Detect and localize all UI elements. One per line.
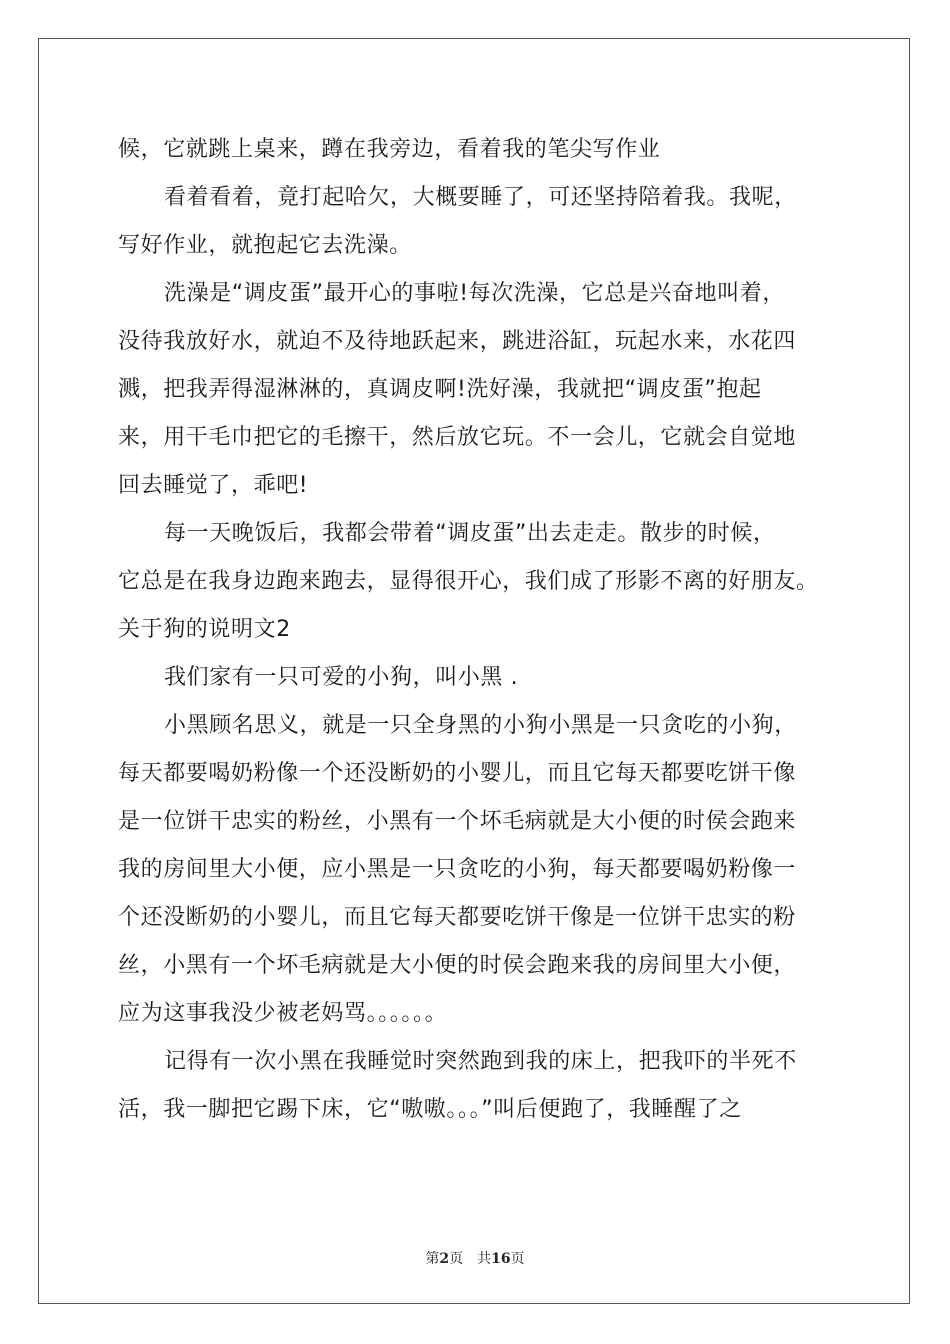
text-line-15: 是一位饼干忠实的粉丝，小黑有一个坏毛病就是大小便的时侯会跑来 xyxy=(118,809,797,834)
text-line-2: 看着看着，竟打起哈欠，大概要睡了，可还坚持陪着我。我呢， xyxy=(164,185,797,210)
text-line-17: 个还没断奶的小婴儿，而且它每天都要吃饼干像是一位饼干忠实的粉 xyxy=(118,905,797,930)
text-line-3: 写好作业，就抱起它去洗澡。 xyxy=(118,233,412,258)
text-line-21: 活，我一脚把它踢下床，它“嗷嗷。。。”叫后便跑了，我睡醒了之 xyxy=(118,1097,742,1122)
page-suffix: 页 xyxy=(449,1251,464,1267)
total-pages: 16 xyxy=(491,1251,511,1267)
text-line-18: 丝，小黑有一个坏毛病就是大小便的时侯会跑来我的房间里大小便， xyxy=(118,953,797,978)
text-line-1: 候，它就跳上桌来，蹲在我旁边，看着我的笔尖写作业 xyxy=(118,137,661,162)
text-line-14: 每天都要喝奶粉像一个还没断奶的小婴儿，而且它每天都要吃饼干像 xyxy=(118,761,797,786)
document-body xyxy=(118,126,838,1134)
page-footer xyxy=(0,1248,950,1268)
text-line-20: 记得有一次小黑在我睡觉时突然跑到我的床上，把我吓的半死不 xyxy=(164,1049,797,1074)
page-prefix: 第 xyxy=(425,1251,440,1267)
text-line-9: 每一天晚饭后，我都会带着“调皮蛋”出去走走。散步的时候， xyxy=(164,521,776,546)
total-suffix: 页 xyxy=(510,1251,525,1267)
text-line-13: 小黑顾名思义，就是一只全身黑的小狗小黑是一只贪吃的小狗， xyxy=(164,713,797,738)
text-line-10: 它总是在我身边跑来跑去，显得很开心，我们成了形影不离的好朋友。 xyxy=(118,569,819,594)
text-line-16: 我的房间里大小便，应小黑是一只贪吃的小狗，每天都要喝奶粉像一 xyxy=(118,857,797,882)
section-heading: 关于狗的说明文2 xyxy=(118,617,291,642)
text-line-19: 应为这事我没少被老妈骂。。。。。。 xyxy=(118,1001,448,1026)
total-prefix: 共 xyxy=(477,1251,492,1267)
text-line-6: 溅，把我弄得湿淋淋的，真调皮啊!洗好澡，我就把“调皮蛋”抱起 xyxy=(118,377,762,402)
text-line-7: 来，用干毛巾把它的毛擦干，然后放它玩。不一会儿，它就会自觉地 xyxy=(118,425,797,450)
text-line-4: 洗澡是“调皮蛋”最开心的事啦!每次洗澡，它总是兴奋地叫着， xyxy=(164,281,786,306)
text-line-5: 没待我放好水，就迫不及待地跃起来，跳进浴缸，玩起水来，水花四 xyxy=(118,329,797,354)
text-line-8: 回去睡觉了，乖吧! xyxy=(118,473,309,498)
text-line-12: 我们家有一只可爱的小狗，叫小黑 . xyxy=(164,665,519,690)
page-number: 2 xyxy=(439,1251,450,1267)
